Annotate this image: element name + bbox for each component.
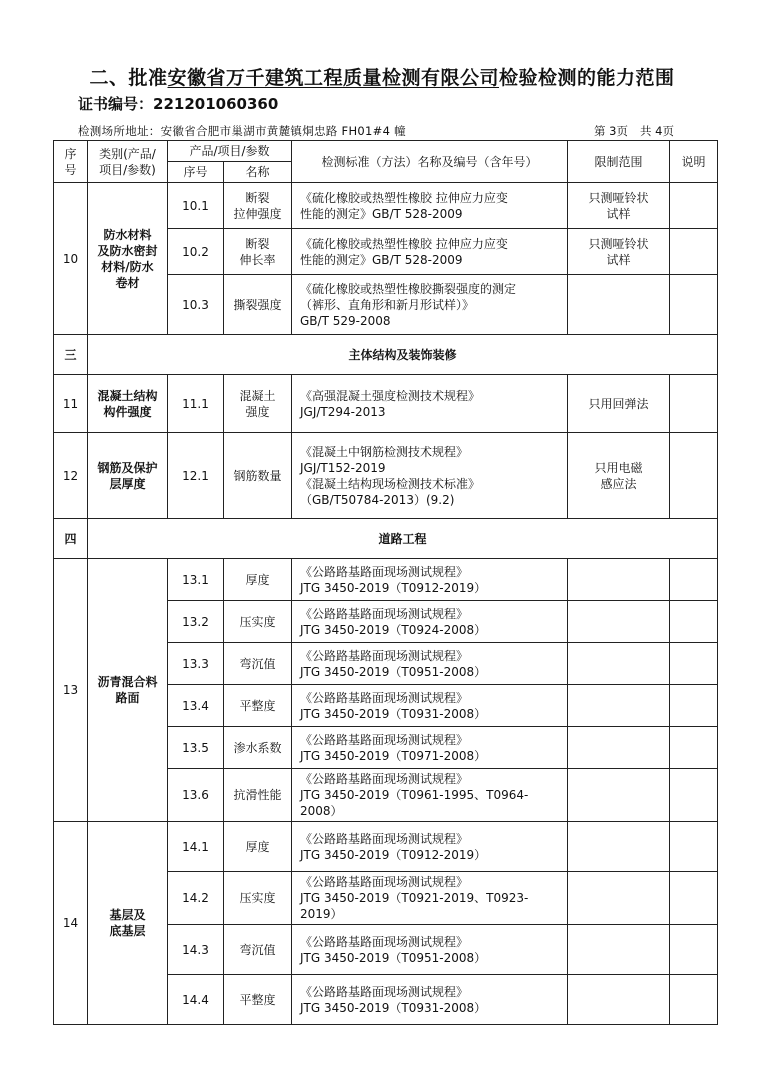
item-limit [568,925,670,975]
item-number: 14.4 [168,975,224,1025]
col-header-seq: 序 号 [54,141,88,183]
item-standard: 《硫化橡胶或热塑性橡胶 拉伸应力应变 性能的测定》GB/T 528-2009 [292,229,568,275]
item-limit [568,559,670,601]
item-number: 10.1 [168,183,224,229]
item-standard: 《公路路基路面现场测试规程》 JTG 3450-2019（T0971-2008） [292,727,568,769]
item-number: 14.1 [168,822,224,872]
col-header-sub-no: 序号 [168,162,224,183]
item-limit: 只测哑铃状 试样 [568,229,670,275]
item-standard: 《硫化橡胶或热塑性橡胶 拉伸应力应变 性能的测定》GB/T 528-2009 [292,183,568,229]
row-number: 11 [54,375,88,433]
page-total: 共 4页 [639,124,674,138]
item-name: 混凝土 强度 [224,375,292,433]
row-category: 钢筋及保护 层厚度 [88,433,168,519]
row-category: 基层及 底基层 [88,822,168,1025]
item-note [670,375,718,433]
item-number: 11.1 [168,375,224,433]
item-number: 10.2 [168,229,224,275]
item-note [670,275,718,335]
item-note [670,433,718,519]
item-name: 渗水系数 [224,727,292,769]
item-limit [568,769,670,822]
item-note [670,643,718,685]
test-site-address: 检测场所地址：安徽省合肥市巢湖市黄麓镇烔忠路 FH01#4 幢 [78,124,406,138]
title-organization: 安徽省万千建筑工程质量检测有限公司 [167,67,499,89]
item-note [670,727,718,769]
page-number [594,123,686,139]
item-standard: 《公路路基路面现场测试规程》 JTG 3450-2019（T0951-2008） [292,925,568,975]
item-note [670,183,718,229]
col-header-limit: 限制范围 [568,141,670,183]
col-header-note: 说明 [670,141,718,183]
row-category: 沥青混合料 路面 [88,559,168,822]
item-name: 弯沉值 [224,925,292,975]
item-number: 13.3 [168,643,224,685]
item-name: 弯沉值 [224,643,292,685]
cert-value: 221201060360 [153,95,279,113]
item-note [670,559,718,601]
item-limit [568,601,670,643]
item-note [670,822,718,872]
item-number: 14.3 [168,925,224,975]
item-note [670,769,718,822]
item-name: 厚度 [224,822,292,872]
section-title: 道路工程 [88,519,718,559]
item-name: 平整度 [224,685,292,727]
item-name: 断裂 拉伸强度 [224,183,292,229]
item-standard: 《公路路基路面现场测试规程》 JTG 3450-2019（T0961-1995、T0964-2008） [292,769,568,822]
row-number: 12 [54,433,88,519]
item-limit [568,727,670,769]
cert-label: 证书编号： [78,95,154,113]
row-category: 防水材料 及防水密封 材料/防水 卷材 [88,183,168,335]
row-number: 14 [54,822,88,1025]
item-standard: 《公路路基路面现场测试规程》 JTG 3450-2019（T0931-2008） [292,975,568,1025]
item-name: 断裂 伸长率 [224,229,292,275]
table-row [54,822,718,872]
item-note [670,601,718,643]
section-number: 三 [54,335,88,375]
certificate-number [78,93,278,114]
item-limit: 只用回弹法 [568,375,670,433]
item-number: 14.2 [168,872,224,925]
item-standard: 《硫化橡胶或热塑性橡胶撕裂强度的测定 （裤形、直角形和新月形试样）》 GB/T 529-2008 [292,275,568,335]
item-number: 13.2 [168,601,224,643]
row-number: 10 [54,183,88,335]
col-header-category: 类别(产品/ 项目/参数) [88,141,168,183]
item-standard: 《公路路基路面现场测试规程》 JTG 3450-2019（T0951-2008） [292,643,568,685]
title-suffix: 检验检测的能力范围 [499,67,675,89]
item-name: 厚度 [224,559,292,601]
item-standard: 《公路路基路面现场测试规程》 JTG 3450-2019（T0931-2008） [292,685,568,727]
item-note [670,229,718,275]
item-name: 撕裂强度 [224,275,292,335]
item-note [670,975,718,1025]
item-number: 12.1 [168,433,224,519]
row-number: 13 [54,559,88,822]
section-number: 四 [54,519,88,559]
row-category: 混凝土结构 构件强度 [88,375,168,433]
title-prefix: 二、批准 [89,67,168,89]
item-limit: 只测哑铃状 试样 [568,183,670,229]
scope-table [53,140,718,1025]
item-standard: 《公路路基路面现场测试规程》 JTG 3450-2019（T0912-2019） [292,822,568,872]
item-standard: 《公路路基路面现场测试规程》 JTG 3450-2019（T0912-2019） [292,559,568,601]
item-standard: 《公路路基路面现场测试规程》 JTG 3450-2019（T0921-2019、T0923-2019） [292,872,568,925]
col-header-product-group: 产品/项目/参数 [168,141,292,162]
item-number: 13.4 [168,685,224,727]
item-note [670,872,718,925]
item-number: 13.6 [168,769,224,822]
item-limit [568,975,670,1025]
item-standard: 《高强混凝土强度检测技术规程》 JGJ/T294-2013 [292,375,568,433]
item-name: 压实度 [224,601,292,643]
item-number: 13.5 [168,727,224,769]
item-limit [568,822,670,872]
item-limit [568,643,670,685]
item-limit [568,872,670,925]
item-note [670,925,718,975]
item-number: 10.3 [168,275,224,335]
item-name: 钢筋数量 [224,433,292,519]
page-title [0,63,764,90]
table-row [54,433,718,519]
item-note [670,685,718,727]
item-standard: 《公路路基路面现场测试规程》 JTG 3450-2019（T0924-2008） [292,601,568,643]
item-standard: 《混凝土中钢筋检测技术规程》 JGJ/T152-2019 《混凝土结构现场检测技术标准》 （GB/T50784-2013）(9.2) [292,433,568,519]
table-row [54,183,718,229]
col-header-standard: 检测标准（方法）名称及编号（含年号） [292,141,568,183]
item-limit [568,685,670,727]
item-name: 压实度 [224,872,292,925]
table-row [54,559,718,601]
section-title: 主体结构及装饰装修 [88,335,718,375]
page-current: 第 3页 [594,124,628,138]
item-number: 13.1 [168,559,224,601]
table-row [54,375,718,433]
col-header-sub-name: 名称 [224,162,292,183]
item-name: 平整度 [224,975,292,1025]
item-limit: 只用电磁 感应法 [568,433,670,519]
item-name: 抗滑性能 [224,769,292,822]
item-limit [568,275,670,335]
